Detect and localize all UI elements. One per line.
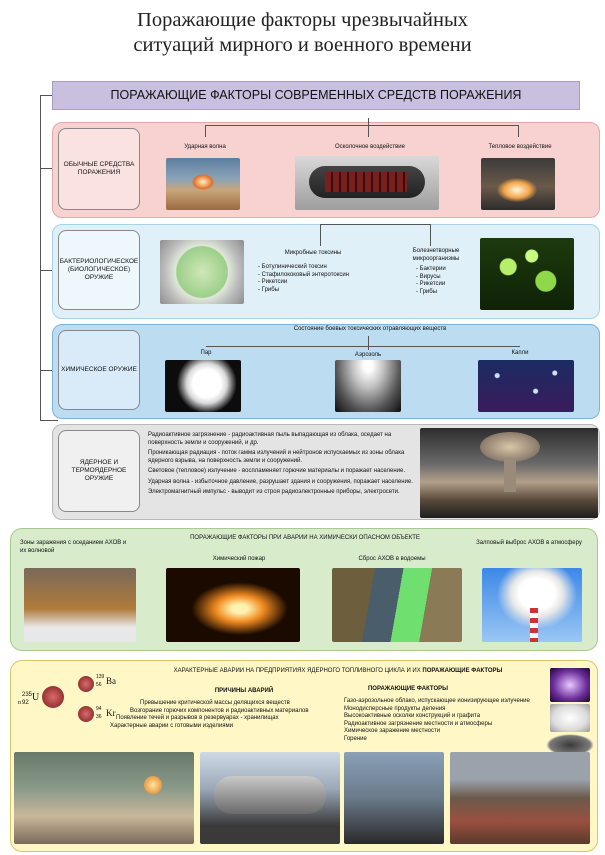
list-item: Превышение критической массы делящихся веществ [140, 700, 290, 706]
list-item: - Рикетсии [258, 279, 288, 285]
ba-symbol: Ba [106, 676, 116, 686]
contaminated-land-photo [450, 752, 590, 844]
nuclear-fuel-title [138, 668, 538, 676]
thermal-label: Тепловое воздействие [488, 144, 552, 150]
list-item: - Рикетсии [416, 281, 446, 287]
nuclear-label: ЯДЕРНОЕ И ТЕРМОЯДЕРНОЕ ОРУЖИЕ [58, 430, 140, 512]
list-item: Монодисперсные продукты деления [344, 705, 446, 712]
chemical-states-title: Состояние боевых токсических отравляющих веществ [293, 326, 447, 332]
nuclear-factors [148, 432, 418, 497]
petri-dish-photo [160, 240, 244, 304]
page-title [0, 8, 605, 58]
vapor-photo [165, 360, 241, 412]
conventional-label: ОБЫЧНЫЕ СРЕДСТВА ПОРАЖЕНИЯ [58, 128, 140, 210]
chem-fire-label: Химический пожар [212, 556, 266, 562]
list-item: Химическое заражение местности [344, 728, 441, 734]
list-item: Возгорание горючих компонентов и радиоактивных материалов [130, 707, 309, 714]
list-item: Газо-аэрозольное облако, испускающее ионизирующее излучение [344, 698, 530, 704]
tank-leak-photo [24, 568, 136, 642]
nuclear-explosion-photo [420, 428, 598, 518]
drops-photo [478, 360, 574, 412]
rescue-scene-photo [344, 752, 444, 844]
list-item: - Вирусы [416, 273, 441, 280]
kr-mass: 94 [96, 706, 102, 712]
factors-title: ПОРАЖАЮЩИЕ ФАКТОРЫ [367, 686, 448, 692]
list-item: Радиоактивное загрязнение местности и атмосферы [344, 720, 493, 727]
powder-photo [550, 704, 590, 732]
chem-release-label: Залповый выброс АХОВ в атмосферу [476, 540, 582, 546]
kr-z: 36 [96, 713, 102, 720]
list-item: - Грибы [416, 288, 438, 295]
title-line-1: Поражающие факторы чрезвычайных [137, 9, 468, 31]
causes-list [110, 700, 330, 730]
connector-line [40, 95, 41, 420]
microbes-title: Болезнетворные микроорганизмы [412, 248, 460, 262]
branch-line [205, 125, 518, 126]
factor-radioactive-contamination: Радиоактивное загрязнение - радиоактивная пыль выпадающая из облака, оседает на поверхность земли и сооружений, и др. [148, 432, 392, 446]
section-header: ПОРАЖАЮЩИЕ ФАКТОРЫ СОВРЕМЕННЫХ СРЕДСТВ ПОРАЖЕНИЯ [52, 81, 580, 110]
connector-branch [40, 420, 58, 421]
aerosol-photo [335, 360, 401, 412]
plasma-photo [550, 668, 590, 702]
chemical-label: ХИМИЧЕСКОЕ ОРУЖИЕ [58, 330, 140, 410]
toxins-list [258, 264, 378, 294]
state-aerosol: Аэрозоль [354, 352, 382, 358]
fuel-factors-list [344, 698, 544, 743]
fragmentation-label: Осколочное воздействие [335, 144, 405, 150]
connector-branch [40, 95, 52, 96]
u-z: 92 [22, 699, 29, 706]
biological-label: БАКТЕРИОЛОГИЧЕСКОЕ (БИОЛОГИЧЕСКОЕ) ОРУЖИЕ [58, 230, 140, 310]
toxins-title: Микробные токсины [284, 250, 342, 256]
factor-light-radiation: Световое (тепловое) излучение - воспламеняет горючие материалы и поражает население. [148, 468, 406, 474]
list-item: - Ботулинический токсин [258, 264, 327, 270]
nuclear-fuel-title-bold: ПОРАЖАЮЩИЕ ФАКТОРЫ [422, 668, 503, 674]
shock-wave-label: Ударная волна [184, 144, 226, 150]
bacteria-photo [480, 238, 574, 310]
list-item: Характерные аварии с готовыми изделиями [110, 722, 233, 729]
bomb-cutaway-photo [295, 156, 439, 210]
list-item: Горение [344, 735, 367, 742]
lab-workers-photo [14, 752, 194, 844]
factor-shock-wave: Ударная волна - избыточное давление, разрушает здания и сооружения, поражает население. [148, 478, 413, 485]
u-symbol: U [32, 692, 40, 703]
chem-water-label: Сброс АХОВ в водоемы [358, 556, 426, 562]
fire-ball-photo [481, 158, 555, 210]
chemical-fire-photo [166, 568, 300, 642]
chem-zone-label: Зоны заражения с оседанием АХОВ и их волновой [20, 540, 127, 554]
ba-mass: 139 [96, 674, 105, 680]
tank-car-photo [200, 752, 340, 844]
kr-symbol: Kr [106, 708, 116, 718]
nuclear-fuel-title-text: ХАРАКТЕРНЫЕ АВАРИИ НА ПРЕДПРИЯТИЯХ ЯДЕРНОГО ТОПЛИВНОГО ЦИКЛА И ИХ [173, 668, 421, 674]
list-item: - Грибы [258, 286, 280, 293]
list-item: Появление течей и разрывов в резервуарах - хранилищах [116, 715, 279, 721]
chemical-accident-title: ПОРАЖАЮЩИЕ ФАКТОРЫ ПРИ АВАРИИ НА ХИМИЧЕСКИ ОПАСНОМ ОБЪЕКТЕ [190, 535, 420, 541]
state-vapor: Пар [200, 350, 212, 356]
causes-title: ПРИЧИНЫ АВАРИЙ [214, 688, 274, 694]
list-item: Высокоактивные осколки конструкций и графита [344, 713, 481, 719]
green-river-photo [332, 568, 462, 642]
ba-z: 56 [96, 681, 102, 688]
explosion-photo [166, 158, 240, 210]
factor-emp: Электромагнитный импульс - выводит из строя радиоэлектронные приборы, электросети. [148, 489, 400, 495]
u-mass: 235 [22, 692, 33, 698]
list-item: - Бактерии [416, 266, 446, 272]
neutron-symbol: n [18, 700, 21, 706]
chemical-release-photo [482, 568, 582, 642]
title-line-2: ситуаций мирного и военного времени [133, 34, 472, 56]
state-drops: Капли [511, 350, 529, 356]
list-item: - Стафилококовый энтеротоксин [258, 271, 350, 278]
factor-penetrating-radiation: Проникающая радиация - поток гамма излучений и нейтронов испускаемых из зоны облака ядерного взрыва, на поверхность земли и сооружений. [148, 450, 405, 464]
